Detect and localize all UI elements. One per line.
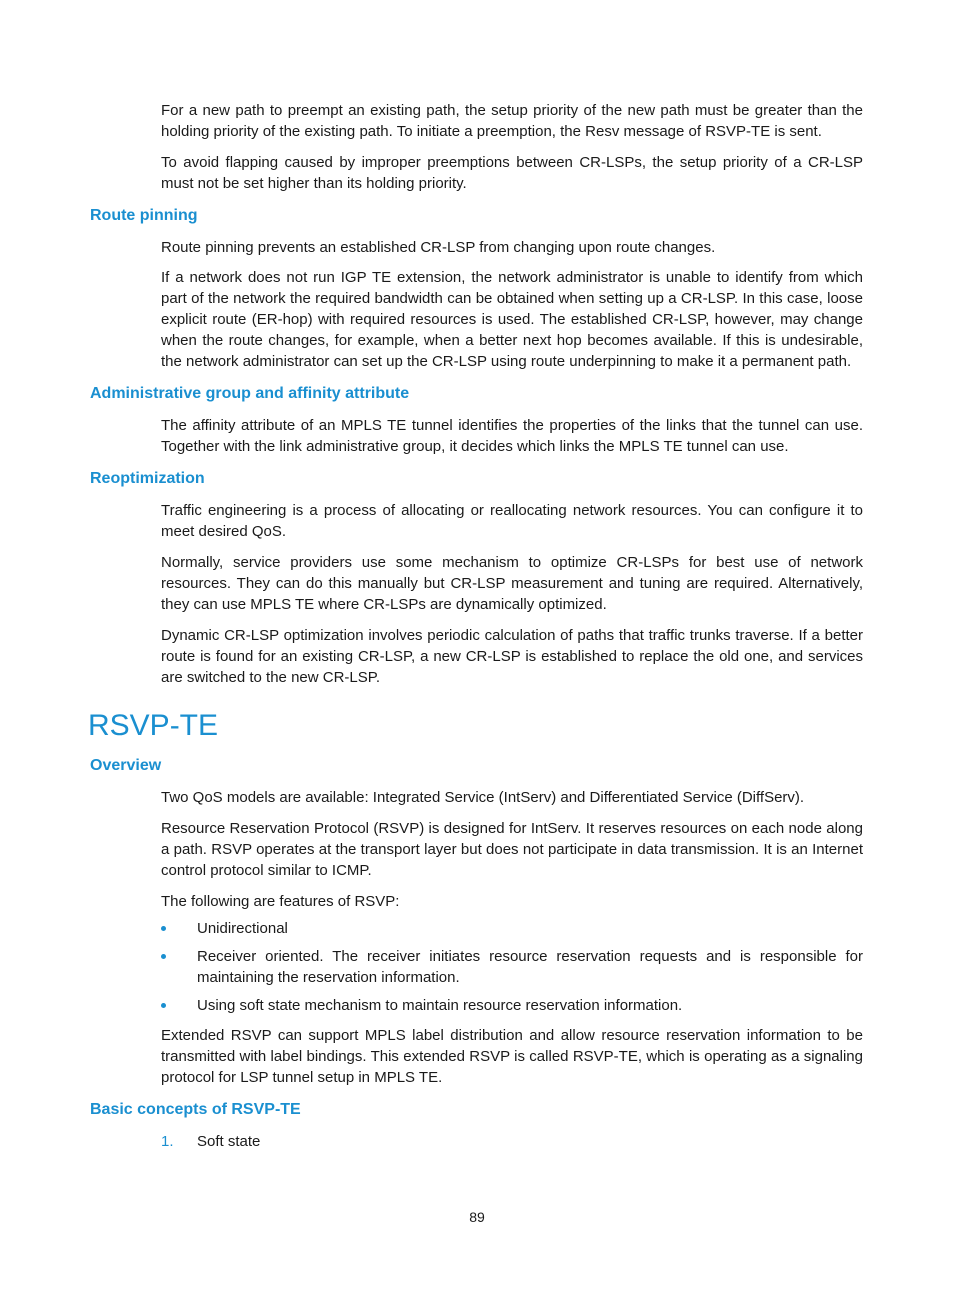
bullet-icon: [161, 954, 166, 959]
paragraph-reopt-3: Dynamic CR-LSP optimization involves periodic calculation of paths that traffic trunks traverse. If a better route is found for an existing CR-LSP, a new CR-LSP is established to replace the old one, and services are switched to the new CR-LSP.: [161, 627, 863, 686]
paragraph-reopt-2: Normally, service providers use some mechanism to optimize CR-LSPs for best use of network resources. They can do this manually but CR-LSP measurement and tuning are required. Alternatively, they can use MPLS TE where CR-LSPs are dynamically optimized.: [161, 554, 863, 613]
heading-admin-group: Administrative group and affinity attribute: [90, 385, 410, 402]
paragraph-flapping: To avoid flapping caused by improper preemptions between CR-LSPs, the setup priority of a CR-LSP must not be set higher than its holding priority.: [161, 154, 863, 192]
paragraph-reopt-1: Traffic engineering is a process of allocating or reallocating network resources. You can configure it to meet desired QoS.: [161, 502, 863, 540]
list-item-text: Soft state: [197, 1133, 261, 1150]
list-item-text: Unidirectional: [197, 920, 288, 937]
heading-reoptimization: Reoptimization: [90, 470, 205, 487]
heading-rsvp-te: RSVP-TE: [88, 709, 219, 742]
paragraph-preempt: For a new path to preempt an existing path, the setup priority of the new path must be greater than the holding priority of the existing path. To initiate a preemption, the Resv message of RSVP-TE is sent.: [161, 102, 863, 140]
page-number: 89: [469, 1209, 485, 1225]
paragraph-route-pinning-1: Route pinning prevents an established CR-LSP from changing upon route changes.: [161, 239, 716, 256]
paragraph-overview-3: The following are features of RSVP:: [161, 893, 400, 910]
list-item-text: Receiver oriented. The receiver initiates resource reservation requests and is responsible for maintaining the reservation information.: [197, 948, 863, 986]
heading-overview: Overview: [90, 757, 162, 774]
paragraph-route-pinning-2: If a network does not run IGP TE extension, the network administrator is unable to identify from which part of the network the required bandwidth can be obtained when setting up a CR-LSP. In this case, loose explicit route (ER-hop) with required resources is used. The established CR-LSP, however, may change when the route changes, for example, when a better next hop becomes available. If this is undesirable, the network administrator can set up the CR-LSP using route underpinning to make it a permanent path.: [161, 269, 863, 370]
heading-route-pinning: Route pinning: [90, 207, 198, 224]
bullet-icon: [161, 1003, 166, 1008]
numbered-list-item: [161, 1131, 863, 1152]
paragraph-affinity: The affinity attribute of an MPLS TE tunnel identifies the properties of the links that the tunnel can use. Together with the link administrative group, it decides which links the MPLS TE tunnel can use.: [161, 417, 863, 455]
bullet-icon: [161, 926, 166, 931]
list-item: [161, 946, 863, 988]
list-number: 1.: [161, 1133, 174, 1150]
list-item-text: Using soft state mechanism to maintain resource reservation information.: [197, 997, 683, 1014]
paragraph-overview-2: Resource Reservation Protocol (RSVP) is designed for IntServ. It reserves resources on each node along a path. RSVP operates at the transport layer but does not participate in data transmission. It is an Internet control protocol similar to ICMP.: [161, 820, 863, 879]
list-item: [161, 918, 863, 939]
list-item: [161, 995, 863, 1016]
heading-basic-concepts: Basic concepts of RSVP-TE: [90, 1101, 301, 1118]
paragraph-overview-1: Two QoS models are available: Integrated Service (IntServ) and Differentiated Service (DiffServ).: [161, 789, 805, 806]
paragraph-overview-4: Extended RSVP can support MPLS label distribution and allow resource reservation information to be transmitted with label bindings. This extended RSVP is called RSVP-TE, which is operating as a signaling protocol for LSP tunnel setup in MPLS TE.: [161, 1027, 863, 1086]
